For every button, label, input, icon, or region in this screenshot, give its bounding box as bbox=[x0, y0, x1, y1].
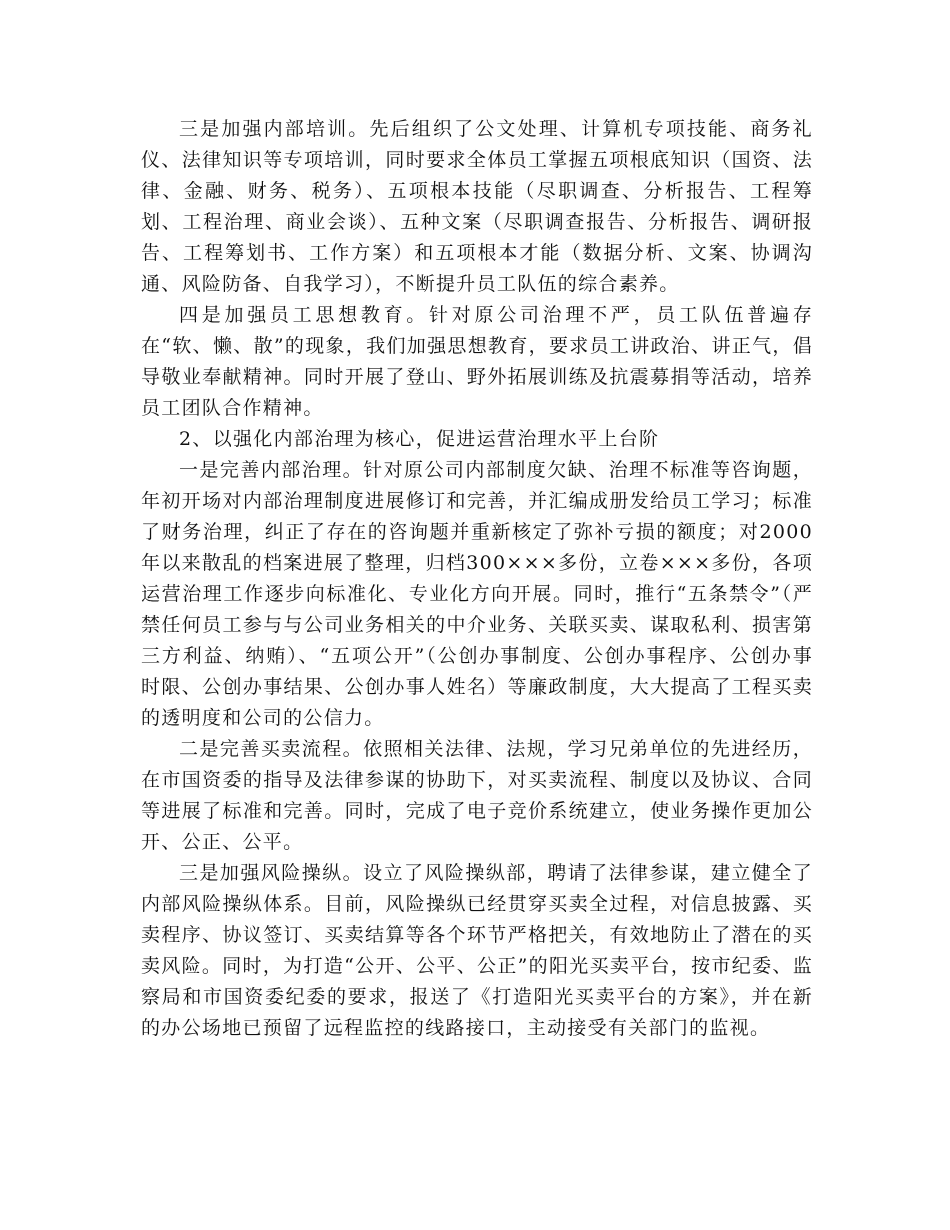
paragraph-internal-governance: 一是完善内部治理。针对原公司内部制度欠缺、治理不标准等咨询题，年初开场对内部治理制度进展修订和完善，并汇编成册发给员工学习；标准了财务治理，纠正了存在的咨询题并重新核定了弥补亏损的额度；对2000年以来散乱的档案进展了整理，归档300×××多份，立卷×××多份，各项运营治理工作逐步向标准化、专业化方向开展。同时，推行“五条禁令”（严禁任何员工参与与公司业务相关的中介业务、关联买卖、谋取私利、损害第三方利益、纳贿）、“五项公开”（公创办事制度、公创办事程序、公创办事时限、公创办事结果、公创办事人姓名）等廉政制度，大大提高了工程买卖的透明度和公司的公信力。 bbox=[141, 459, 813, 729]
paragraph-trading-process: 二是完善买卖流程。依照相关法律、法规，学习兄弟单位的先进经历，在市国资委的指导及法律参谋的协助下，对买卖流程、制度以及协议、合同等进展了标准和完善。同时，完成了电子竞价系统建立，使业务操作更加公开、公正、公平。 bbox=[141, 738, 813, 853]
section-heading-internal-governance: 2、以强化内部治理为核心，促进运营治理水平上台阶 bbox=[179, 428, 660, 450]
document-body bbox=[141, 114, 813, 1044]
paragraph-risk-control: 三是加强风险操纵。设立了风险操纵部，聘请了法律参谋，建立健全了内部风险操纵体系。目前，风险操纵已经贯穿买卖全过程，对信息披露、买卖程序、协议签订、买卖结算等各个环节严格把关，有效地防止了潜在的买卖风险。同时，为打造“公开、公平、公正”的阳光买卖平台，按市纪委、监察局和市国资委纪委的要求，报送了《打造阳光买卖平台的方案》，并在新的办公场地已预留了远程监控的线路接口，主动接受有关部门的监视。 bbox=[141, 862, 813, 1039]
paragraph-internal-training: 三是加强内部培训。先后组织了公文处理、计算机专项技能、商务礼仪、法律知识等专项培训，同时要求全体员工掌握五项根底知识（国资、法律、金融、财务、税务）、五项根本技能（尽职调查、分析报告、工程筹划、工程治理、商业会谈）、五种文案（尽职调查报告、分析报告、调研报告、工程筹划书、工作方案）和五项根本才能（数据分析、文案、协调沟通、风险防备、自我学习），不断提升员工队伍的综合素养。 bbox=[141, 118, 813, 295]
paragraph-ideological-education: 四是加强员工思想教育。针对原公司治理不严，员工队伍普遍存在“软、懒、散”的现象，我们加强思想教育，要求员工讲政治、讲正气，倡导敬业奉献精神。同时开展了登山、野外拓展训练及抗震募捐等活动，培养员工团队合作精神。 bbox=[141, 304, 813, 419]
